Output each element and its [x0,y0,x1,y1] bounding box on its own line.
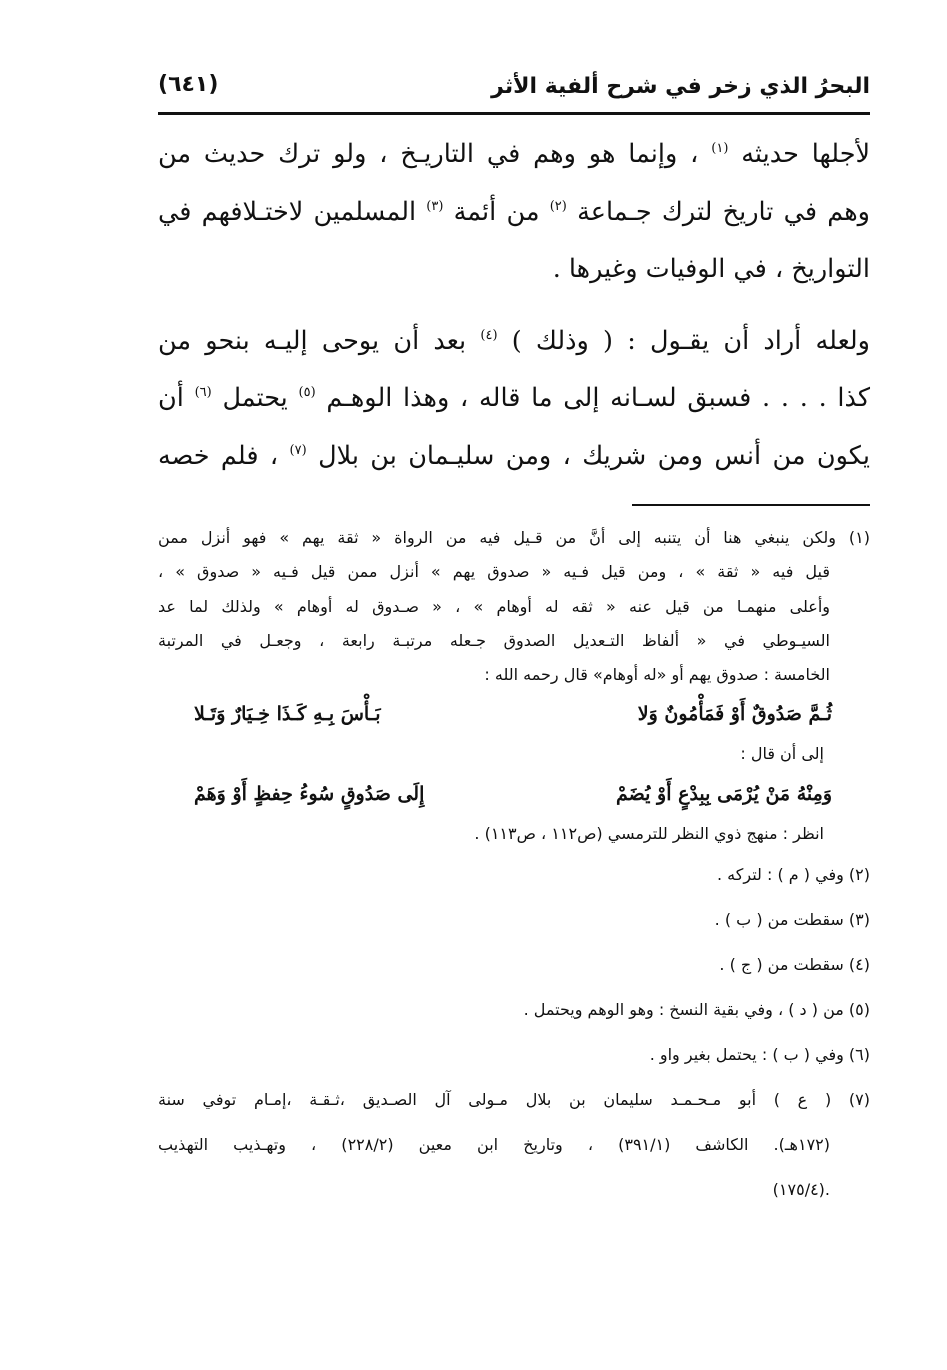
footnote-6: (٦) وفي ( ب ) : يحتمل بغير واو . [649,1045,870,1065]
footnote-line: (١٧٢هـ). الكاشف (٣٩١/١) ، وتاريخ ابن معين (٢٢٨/٢) ، وتهـذيب التهذيب [158,1135,831,1155]
footnote-ref[interactable]: (٣) [426,198,444,214]
footnote-5: (٥) من ( د ) ، وفي بقية النسخ : وهو الوهم ويحتمل . [523,1000,870,1020]
footnote-ref[interactable]: (٧) [289,442,307,458]
verse-line [158,692,870,736]
footnote-source: انظر : منهج ذوي النظر للترمسي (ص١١٢ ، ص١١٣) . [474,824,824,844]
footnote-1 [158,521,870,852]
footnote-line: إلى أن قال : [740,744,824,764]
verse-hemistich: وَمِنْهُ مَنْ يُرْمَى بِبِدْعٍ أَوْ يُضَمْ [616,783,832,806]
running-header [158,68,870,115]
footnote-line: قيل فيه « ثقة » ، ومن قيل فـيه « صدوق يهم » أنزل ممن قيل فـيه « صدوق » ، [158,562,830,582]
page-number: (٦٤١) [158,72,219,97]
footnote-line: وأعلى منهمـا من قيل عنه « ثقه له أوهام » ، « صـدوق له أوهام » ولذلك لما عد [158,596,830,616]
text-line: لأجلها حديثه $^{(١)}$ ، وإنما هو وهم في التاريـخ ، ولو ترك حديث من [158,139,871,169]
footnote-line: السيـوطي في « ألفاظ التـعديل الصدوق جـعله مرتبـة رابعة ، وجعـل في المرتبة [158,630,830,650]
footnote-ref[interactable]: (٤) [480,327,498,343]
footnote-line: الخامسة : صدوق يهم أو «له أوهام» قال رحمه الله : [484,665,830,685]
footnote-ref[interactable]: (٦) [194,385,212,400]
text-line: كذا . . . . فسبق لسـانه إلى ما قاله ، وهذا الوهـم $^{(٥)}$ يحتمل $^{(٦)}$ أن [158,383,871,413]
footnote-line: (٧) ( ع ) أبو مـحـمـد سليمان بن بلال مـولى آل الصـديق ،ثـقـة ،إمـام توفي سنة [158,1090,870,1110]
footnote-2: (٢) وفي ( م ) : لتركه . [717,865,870,885]
text-line: التواريخ ، في الوفيات وغيرها . [552,254,870,284]
footnote-7 [158,1077,870,1212]
verse-hemistich: بَـأْسَ بِـهِ كَـذَا خِـيَارٌ وَتَـلا [194,703,381,726]
text-line: وهم في تاريخ لترك جـماعة $^{(٢)}$ من أئمة $^{(٣)}$ المسلمين لاختـلافهم في [158,196,870,227]
footnotes [158,521,870,1212]
footnote-3: (٣) سقطت من ( ب ) . [714,910,870,930]
text-line: يكون من أنس ومن شريك ، ومن سليـمان بن بلال $^{(٧)}$ ، فلم خصه [158,440,870,471]
footnote-4: (٤) سقطت من ( ج ) . [719,955,870,975]
footnote-ref[interactable]: (٥) [298,385,316,400]
text-line: ولعله أراد أن يقـول : ( وذلك ) $^{(٤)}$ بعد أن يوحى إليـه بنحو من [158,325,870,356]
running-title: البحرُ الذي زخر في شرح ألفية الأثر [491,74,870,99]
footnote-separator [632,504,870,506]
footnote-line: .(١٧٥/٤) [772,1180,830,1200]
footnote-ref[interactable]: (١) [711,141,729,156]
main-text [158,126,870,485]
verse-hemistich: ثُـمَّ صَدُوقٌ أَوْ فَمَأْمُونٌ وَلا [637,703,832,726]
verse-line [158,772,870,816]
footnote-line: (١) ولكن ينبغي هنا أن يتنبه إلى أنَّ من قـيل فيه من الرواة « ثقة يهم » فهو أنزل ممن [158,528,870,547]
footnote-ref[interactable]: (٢) [549,198,567,214]
verse-hemistich: إِلَى صَدُوقٍ سُوءُ حِفظٍ أَوْ وَهَمْ [194,783,425,806]
